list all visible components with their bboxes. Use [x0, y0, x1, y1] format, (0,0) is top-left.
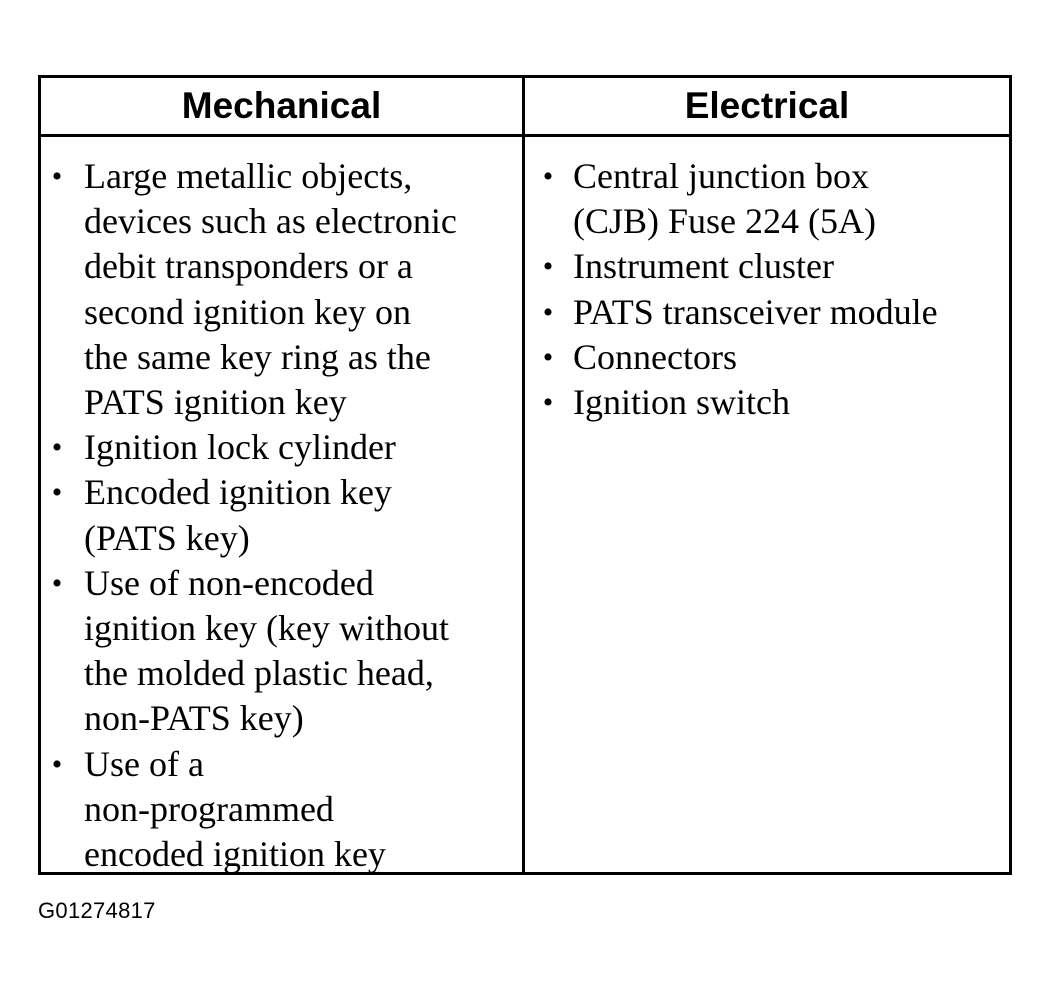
bullet-icon: • [51, 160, 63, 193]
bullet-icon: • [542, 386, 554, 420]
bullet-icon: • [542, 340, 554, 374]
electrical-list [538, 154, 1008, 425]
electrical-header: Electrical [684, 85, 850, 126]
list-item-text: Connectors [573, 336, 737, 377]
figure-id: G01274817 [38, 898, 156, 923]
bullet-icon: • [51, 747, 63, 781]
list-item [538, 335, 1008, 380]
cause-table [38, 75, 1012, 875]
list-item-text: Central junction box (CJB) Fuse 224 (5A) [573, 156, 876, 242]
bullet-icon: • [542, 250, 554, 284]
list-item-text: Use of non-encoded ignition key (key without the molded plastic head, non-PATS key) [84, 562, 449, 739]
list-item [47, 425, 517, 470]
column-divider [522, 78, 525, 872]
bullet-icon: • [542, 295, 554, 329]
list-item [538, 244, 1008, 289]
list-item [538, 290, 1008, 335]
bullet-icon: • [51, 431, 63, 465]
bullet-icon: • [542, 160, 554, 193]
bullet-icon: • [51, 476, 63, 510]
list-item-text: Large metallic objects, devices such as electronic debit transponders or a second ignition key on the same key ring as the PATS ignition key [84, 156, 457, 423]
mechanical-list [47, 154, 517, 877]
list-item-text: Encoded ignition key (PATS key) [84, 472, 392, 558]
list-item [47, 561, 517, 742]
list-item [47, 470, 517, 560]
list-item [47, 742, 517, 878]
header-divider [41, 134, 1009, 137]
list-item-text: Ignition lock cylinder [84, 427, 396, 468]
list-item-text: Instrument cluster [573, 246, 834, 287]
bullet-icon: • [51, 566, 63, 600]
list-item-text: PATS transceiver module [573, 291, 938, 332]
list-item [47, 154, 517, 425]
list-item [538, 380, 1008, 425]
mechanical-header: Mechanical [181, 85, 382, 126]
list-item-text: Use of a non-programmed encoded ignition key [84, 743, 386, 875]
list-item-text: Ignition switch [573, 382, 790, 423]
list-item [538, 154, 1008, 244]
